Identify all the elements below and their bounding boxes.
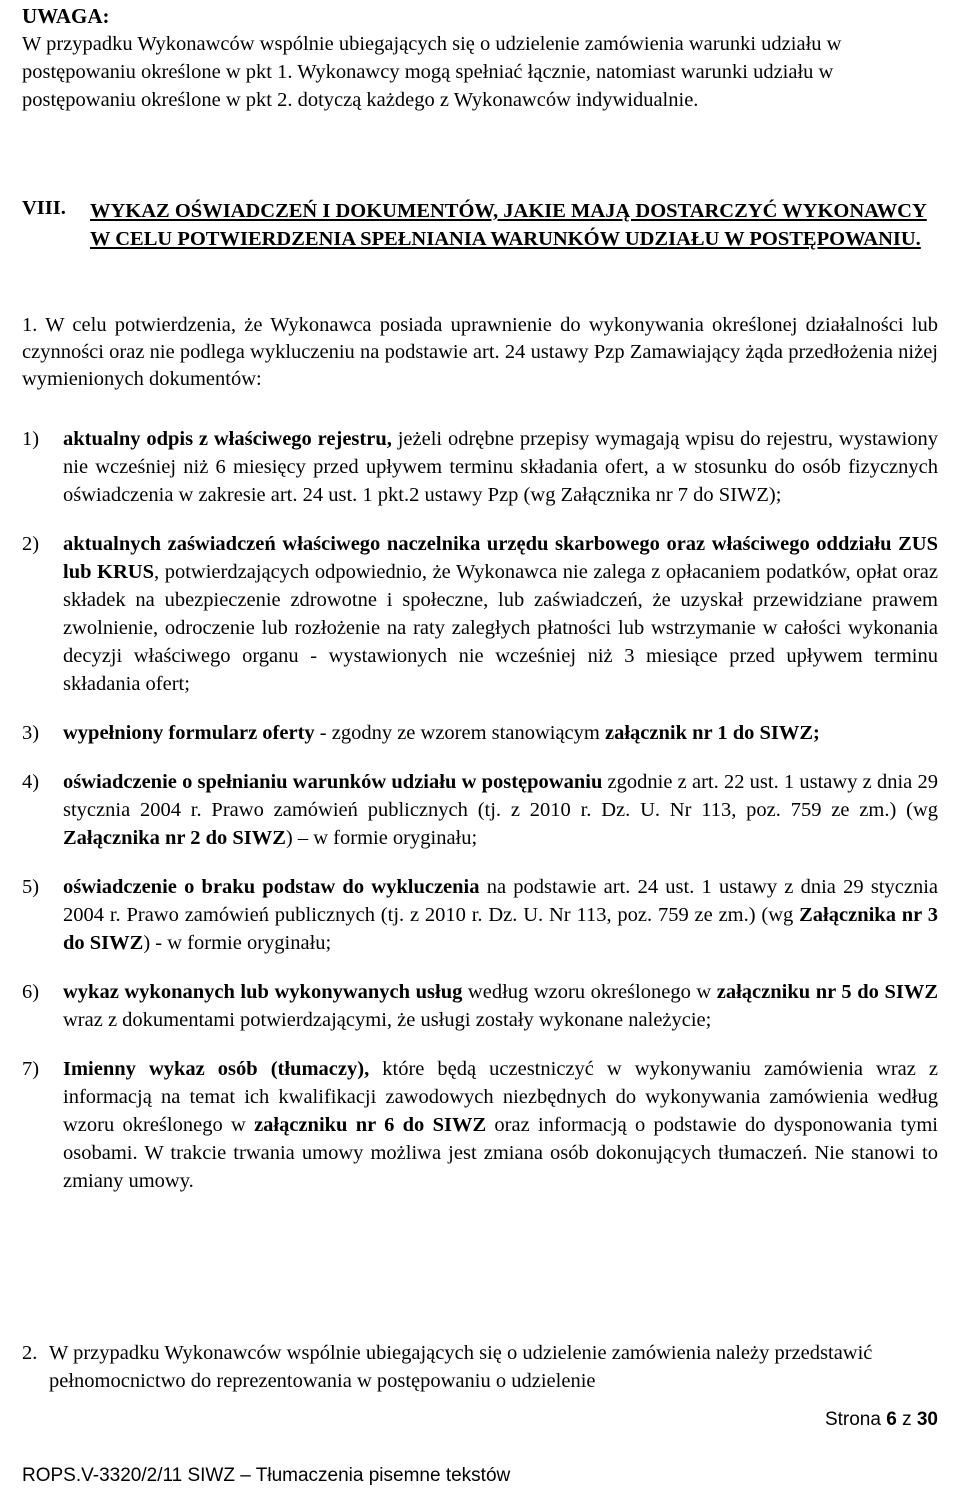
list-item — [22, 425, 938, 509]
list-item-bold-text: wykaz wykonanych lub wykonywanych usług — [63, 981, 463, 1003]
list-item-number: 2) — [22, 533, 40, 555]
paragraph-2-text: W przypadku Wykonawców wspólnie ubiegających się o udzielenie zamówienia należy przedstawić pełnomocnictwo do reprezentowania w postępowaniu o udzielenie — [49, 1342, 873, 1392]
page-total: 30 — [916, 1409, 938, 1430]
list-item-bold-text: wypełniony formularz oferty — [63, 722, 315, 744]
list-item-text: oraz informacją o podstawie do dysponowania tymi osobami. W trakcie trwania umowy możliwa jest zmiana osób dokonujących tłumaczeń. Nie stanowi to zmiany umowy. — [63, 1114, 938, 1192]
list-item-bold-text: aktualnych zaświadczeń właściwego naczelnika urzędu skarbowego oraz właściwego oddziału ZUS lub KRUS — [63, 533, 938, 583]
section-number: VIII. — [22, 197, 66, 219]
list-item — [22, 1055, 938, 1195]
list-item-text: ) – w formie oryginału; — [285, 827, 478, 849]
list-item-bold-text: aktualny odpis z właściwego rejestru, — [63, 428, 392, 450]
page-sep: z — [902, 1409, 912, 1430]
paragraph-2 — [22, 1339, 938, 1395]
list-item-bold-text: Załącznika nr 3 do SIWZ — [63, 904, 938, 954]
list-item-text: na podstawie art. 24 ust. 1 ustawy z dnia 29 stycznia 2004 r. Prawo zamówień publicznych (tj. z 2010 r. Dz. U. Nr 113, poz. 759 ze zm.) (wg — [63, 876, 938, 926]
paragraph-2-number: 2. — [22, 1342, 38, 1364]
list-item — [22, 530, 938, 698]
list-item-number: 4) — [22, 771, 40, 793]
list-item-bold-text: Imienny wykaz osób (tłumaczy), — [63, 1058, 370, 1080]
list-item-text: - zgodny ze wzorem stanowiącym — [314, 722, 605, 744]
list-item-text: jeżeli odrębne przepisy wymagają wpisu do rejestru, wystawiony nie wcześniej niż 6 miesięcy przed upływem terminu składania ofert, a w stosunku do osób fizycznych oświadczenia w zakresie art. 24 ust. 1 pkt.2 ustawy Pzp (wg Załącznika nr 7 do SIWZ); — [63, 428, 938, 506]
list-item — [22, 719, 938, 747]
list-item-number: 3) — [22, 722, 40, 744]
list-item-number: 6) — [22, 981, 40, 1003]
list-item-bold-text: Załącznika nr 2 do SIWZ — [63, 827, 286, 849]
list-item-text: , potwierdzających odpowiednio, że Wykonawca nie zalega z opłacaniem podatków, opłat oraz składek na ubezpieczenie zdrowotne i społeczne, lub zaświadczeń, że uzyskał przewidziane prawem zwolnienie, odroczenie lub rozłożenie na raty zaległych płatności lub wstrzymanie w całości wykonania decyzji właściwego organu - wystawionych nie wcześniej niż 3 miesiące przed upływem terminu składania ofert; — [63, 561, 938, 695]
list-item-text: ) - w formie oryginału; — [143, 932, 332, 954]
list-item — [22, 873, 938, 957]
list-item-bold-text: załącznik nr 1 do SIWZ; — [604, 722, 820, 744]
uwaga-title: UWAGA: — [22, 4, 110, 28]
list-item-number: 7) — [22, 1058, 40, 1080]
footer-text: ROPS.V-3320/2/11 SIWZ – Tłumaczenia pisemne tekstów — [22, 1465, 511, 1486]
list-item-bold-text: oświadczenie o spełnianiu warunków udziału w postępowaniu — [63, 771, 603, 793]
uwaga-text: W przypadku Wykonawców wspólnie ubiegających się o udzielenie zamówienia warunki udziału w postępowaniu określone w pkt 1. Wykonawcy mogą spełniać łącznie, natomiast warunki udziału w postępowaniu określone w pkt 2. dotyczą każdego z Wykonawców indywidualnie. — [22, 33, 842, 111]
list-item-text: które będą uczestniczyć w wykonywaniu zamówienia wraz z informacją na temat ich kwalifikacji zawodowych niezbędnych do wykonywania zamówienia według wzoru określonego w — [63, 1058, 939, 1136]
list-item — [22, 768, 938, 852]
paragraph-1: 1. W celu potwierdzenia, że Wykonawca posiada uprawnienie do wykonywania określonej działalności lub czynności oraz nie podlega wykluczeniu na podstawie art. 24 ustawy Pzp Zamawiający żąda przedłożenia niżej wymienionych dokumentów: — [22, 314, 938, 390]
list-item-number: 1) — [22, 428, 40, 450]
page-label: Strona — [824, 1409, 881, 1430]
section-title: WYKAZ OŚWIADCZEŃ I DOKUMENTÓW, JAKIE MAJĄ DOSTARCZYĆ WYKONAWCY W CELU POTWIERDZENIA SPEŁNIANIA WARUNKÓW UDZIAŁU W POSTĘPOWANIU. — [90, 200, 927, 250]
list-item-text: wraz z dokumentami potwierdzającymi, że usługi zostały wykonane należycie; — [63, 1009, 712, 1031]
list-item-text: według wzoru określonego w — [462, 981, 717, 1003]
list-item — [22, 978, 938, 1034]
page-current: 6 — [886, 1409, 897, 1430]
list-item-bold-text: załączniku nr 6 do SIWZ — [254, 1114, 487, 1136]
list-item-bold-text: załączniku nr 5 do SIWZ — [716, 981, 938, 1003]
list-item-number: 5) — [22, 876, 40, 898]
page-number — [825, 1409, 938, 1431]
list-item-bold-text: oświadczenie o braku podstaw do wykluczenia — [63, 876, 480, 898]
document-list — [22, 425, 938, 1216]
list-item-text: zgodnie z art. 22 ust. 1 ustawy z dnia 29 stycznia 2004 r. Prawo zamówień publicznych (tj. z 2010 r. Dz. U. Nr 113, poz. 759 ze zm.) (wg — [63, 771, 938, 821]
